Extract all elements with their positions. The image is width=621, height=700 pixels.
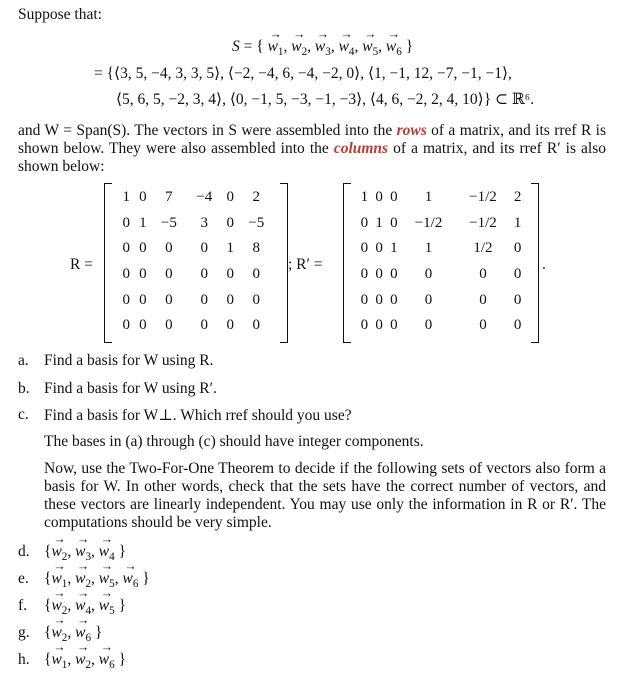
matrix-entry: 0 (200, 291, 209, 308)
matrix-entry: 0 (375, 266, 383, 283)
matrix-r-table (118, 185, 274, 339)
matrix-entry: 0 (200, 266, 209, 283)
vector-w2: → $w_2$ (75, 570, 91, 590)
matrix-row (118, 185, 274, 211)
matrix-entry: 0 (122, 240, 131, 257)
matrix-entry: 0 (375, 291, 383, 308)
matrix-entry: 0 (200, 240, 209, 257)
matrix-row (357, 313, 525, 339)
matrix-entry: 0 (226, 266, 235, 283)
matrix-entry: 0 (139, 189, 147, 206)
paragraph-part2: of a matrix, and its rref R is shown below. They were also assembled into the (18, 122, 607, 157)
matrix-entry: 0 (375, 240, 383, 257)
matrix-entry: 1 (513, 214, 522, 231)
matrix-entry: 0 (252, 317, 261, 334)
matrix-row (357, 262, 525, 288)
matrix-entry: 8 (252, 240, 261, 257)
matrix-entry: 0 (360, 291, 369, 308)
matrix-entry: 0 (139, 266, 147, 283)
vector-w2: → $w_2$ (51, 624, 67, 644)
set-label: g. (18, 624, 30, 641)
matrix-entry: 0 (479, 291, 487, 308)
matrix-entry: 0 (122, 266, 131, 283)
matrix-row (118, 211, 274, 237)
intro-text: Suppose that: (18, 6, 102, 23)
set-vectors: {→ $w_1$, → $w_2$, → $w_6$ } (44, 651, 126, 671)
matrix-entry: 0 (479, 317, 487, 334)
matrix-entry: 1 (139, 214, 147, 231)
matrix-entry: 0 (375, 189, 383, 206)
vector-w5: → $w_5$ (99, 597, 115, 617)
matrix-row (357, 287, 525, 313)
paragraph-part1: and W = Span(S). The vectors in S were assembled into the (18, 122, 393, 139)
set-definition-line2: = {⟨3, 5, −4, 3, 3, 5⟩, ⟨−2, −4, 6, −4, −2, 0⟩, ⟨1, −1, 12, −7, −1, −1⟩, (94, 65, 512, 82)
question-c-text: Find a basis for W⊥. Which rref should you use? (44, 407, 352, 424)
matrix-entry: 0 (139, 240, 147, 257)
description-paragraph (18, 122, 606, 176)
matrix-entry: −5 (248, 214, 265, 231)
vector-w1: → $w_1$ (51, 651, 67, 671)
set-item (18, 543, 127, 564)
matrix-row (357, 236, 525, 262)
set-vectors: {→ $w_2$, → $w_3$, → $w_4$ } (44, 543, 126, 563)
columns-emphasis: columns (333, 140, 389, 157)
vector-w1: → $w_1$ (268, 38, 284, 58)
matrix-entry: −5 (160, 214, 177, 231)
set-label: e. (18, 570, 29, 587)
matrix-entry: 0 (226, 189, 235, 206)
matrix-entry: 1 (390, 240, 398, 257)
matrix-entry: 0 (513, 240, 522, 257)
matrix-row (118, 236, 274, 262)
set-definition-line1: S = { → $w_1$, → $w_2$, → $w_3$, → $w_4$, → $w_5$, → $w_6$ } (232, 38, 413, 58)
matrix-entry: 1 (226, 240, 235, 257)
vector-w2: → $w_2$ (51, 543, 67, 563)
matrix-entry: 1 (375, 214, 383, 231)
vector-w4: → $w_4$ (99, 543, 115, 563)
right-bracket (531, 183, 539, 343)
set-vectors: {→ $w_2$, → $w_4$, → $w_5$ } (44, 597, 126, 617)
matrix-entry: 0 (139, 317, 147, 334)
vector-w1: → $w_1$ (51, 570, 67, 590)
matrix-entry: 2 (513, 189, 522, 206)
vector-w4: → $w_4$ (75, 597, 91, 617)
matrix-entry: 0 (165, 291, 173, 308)
vector-w2: → $w_2$ (51, 597, 67, 617)
set-item (18, 624, 103, 645)
matrix-entry: 7 (165, 189, 173, 206)
matrix-entry: 0 (424, 291, 433, 308)
paragraph-part3: of a matrix, and its rref R′ is also shown below: (18, 140, 606, 175)
matrix-entry: 0 (122, 214, 131, 231)
matrix-entry: 0 (513, 317, 522, 334)
vector-w4: → $w_4$ (339, 38, 355, 58)
set-label: h. (18, 651, 30, 668)
matrix-entry: 0 (252, 266, 261, 283)
set-item (18, 570, 150, 591)
set-vectors: {→ $w_1$, → $w_2$, → $w_5$, → $w_6$ } (44, 570, 150, 590)
matrix-entry: 1/2 (473, 240, 493, 257)
matrix-entry: 0 (360, 240, 369, 257)
set-item (18, 651, 127, 672)
matrix-entry: 0 (360, 317, 369, 334)
matrix-entry: 0 (479, 266, 487, 283)
matrix-entry: 0 (226, 291, 235, 308)
set-symbol: S (232, 38, 240, 55)
matrix-row (118, 262, 274, 288)
matrix-entry: 1 (424, 240, 433, 257)
matrix-entry: 1 (424, 189, 433, 206)
matrix-entry: 0 (424, 317, 433, 334)
question-c (18, 406, 352, 424)
matrix-entry: −4 (196, 189, 213, 206)
vector-w6: → $w_6$ (386, 38, 402, 58)
set-vectors: {→ $w_2$, → $w_6$ } (44, 624, 102, 644)
question-c-label: c. (18, 406, 29, 423)
left-bracket (343, 183, 351, 343)
set-definition-line3: ⟨5, 6, 5, −2, 3, 4⟩, ⟨0, −1, 5, −3, −1, −3⟩, ⟨4, 6, −2, 2, 4, 10⟩} ⊂ ℝ⁶. (116, 91, 535, 108)
left-bracket (104, 183, 112, 343)
matrix-r-label: R = (70, 256, 93, 273)
matrix-separator: ; R′ = (288, 256, 323, 273)
matrix-entry: 0 (122, 291, 131, 308)
matrix-entry: 0 (390, 214, 398, 231)
matrix-entry: 0 (360, 266, 369, 283)
two-for-one-instructions: Now, use the Two-For-One Theorem to decide if the following sets of vectors also form a basis for W. In other words, check that the sets have the correct number of vectors, and these vectors are linearly independent. You may use only the information in R or R′. The computations should be very simple. (44, 460, 606, 531)
matrix-row (357, 211, 525, 237)
matrix-entry: 0 (139, 291, 147, 308)
matrix-entry: 0 (226, 214, 235, 231)
question-b-label: b. (18, 380, 30, 397)
matrix-entry: 2 (252, 189, 261, 206)
matrix-r (104, 183, 288, 343)
matrix-entry: 0 (360, 214, 369, 231)
question-a (18, 352, 214, 370)
matrix-entry: −1/2 (469, 214, 497, 231)
matrix-row (118, 313, 274, 339)
vector-w5: → $w_5$ (362, 38, 378, 58)
matrix-entry: 0 (200, 317, 209, 334)
matrix-entry: 0 (513, 266, 522, 283)
vector-w6: → $w_6$ (122, 570, 138, 590)
vector-w2: → $w_2$ (75, 651, 91, 671)
matrix-entry: 0 (390, 291, 398, 308)
question-a-label: a. (18, 352, 29, 369)
matrix-entry: 0 (390, 317, 398, 334)
rows-emphasis: rows (396, 122, 427, 139)
vector-w2: → $w_2$ (291, 38, 307, 58)
matrix-entry: 1 (122, 189, 131, 206)
matrix-entry: −1/2 (414, 214, 443, 231)
vector-w5: → $w_5$ (99, 570, 115, 590)
matrix-entry: 0 (375, 317, 383, 334)
matrix-entry: 1 (360, 189, 369, 206)
vector-w3: → $w_3$ (75, 543, 91, 563)
set-item (18, 597, 127, 618)
matrix-entry: 0 (424, 266, 433, 283)
matrix-entry: 0 (122, 317, 131, 334)
matrix-entry: 0 (252, 291, 261, 308)
matrix-entry: 0 (226, 317, 235, 334)
matrix-r-prime-table (357, 185, 525, 339)
question-b-text: Find a basis for W using R′. (44, 380, 217, 397)
set-label: d. (18, 543, 30, 560)
end-punctuation: . (542, 256, 546, 273)
question-a-text: Find a basis for W using R. (44, 352, 214, 369)
matrix-entry: 0 (513, 291, 522, 308)
matrix-entry: 3 (200, 214, 209, 231)
matrix-entry: 0 (390, 266, 398, 283)
vector-w3: → $w_3$ (315, 38, 331, 58)
matrix-row (118, 287, 274, 313)
vector-w6: → $w_6$ (75, 624, 91, 644)
matrix-entry: 0 (390, 189, 398, 206)
vector-w6: → $w_6$ (99, 651, 115, 671)
matrix-r-prime (343, 183, 539, 343)
matrix-entry: 0 (165, 266, 173, 283)
matrix-entry: 0 (165, 240, 173, 257)
question-b (18, 380, 217, 398)
matrix-row (357, 185, 525, 211)
integer-note: The bases in (a) through (c) should have integer components. (44, 433, 424, 450)
right-bracket (280, 183, 288, 343)
matrix-entry: 0 (165, 317, 173, 334)
set-label: f. (18, 597, 28, 614)
matrix-entry: −1/2 (469, 189, 497, 206)
